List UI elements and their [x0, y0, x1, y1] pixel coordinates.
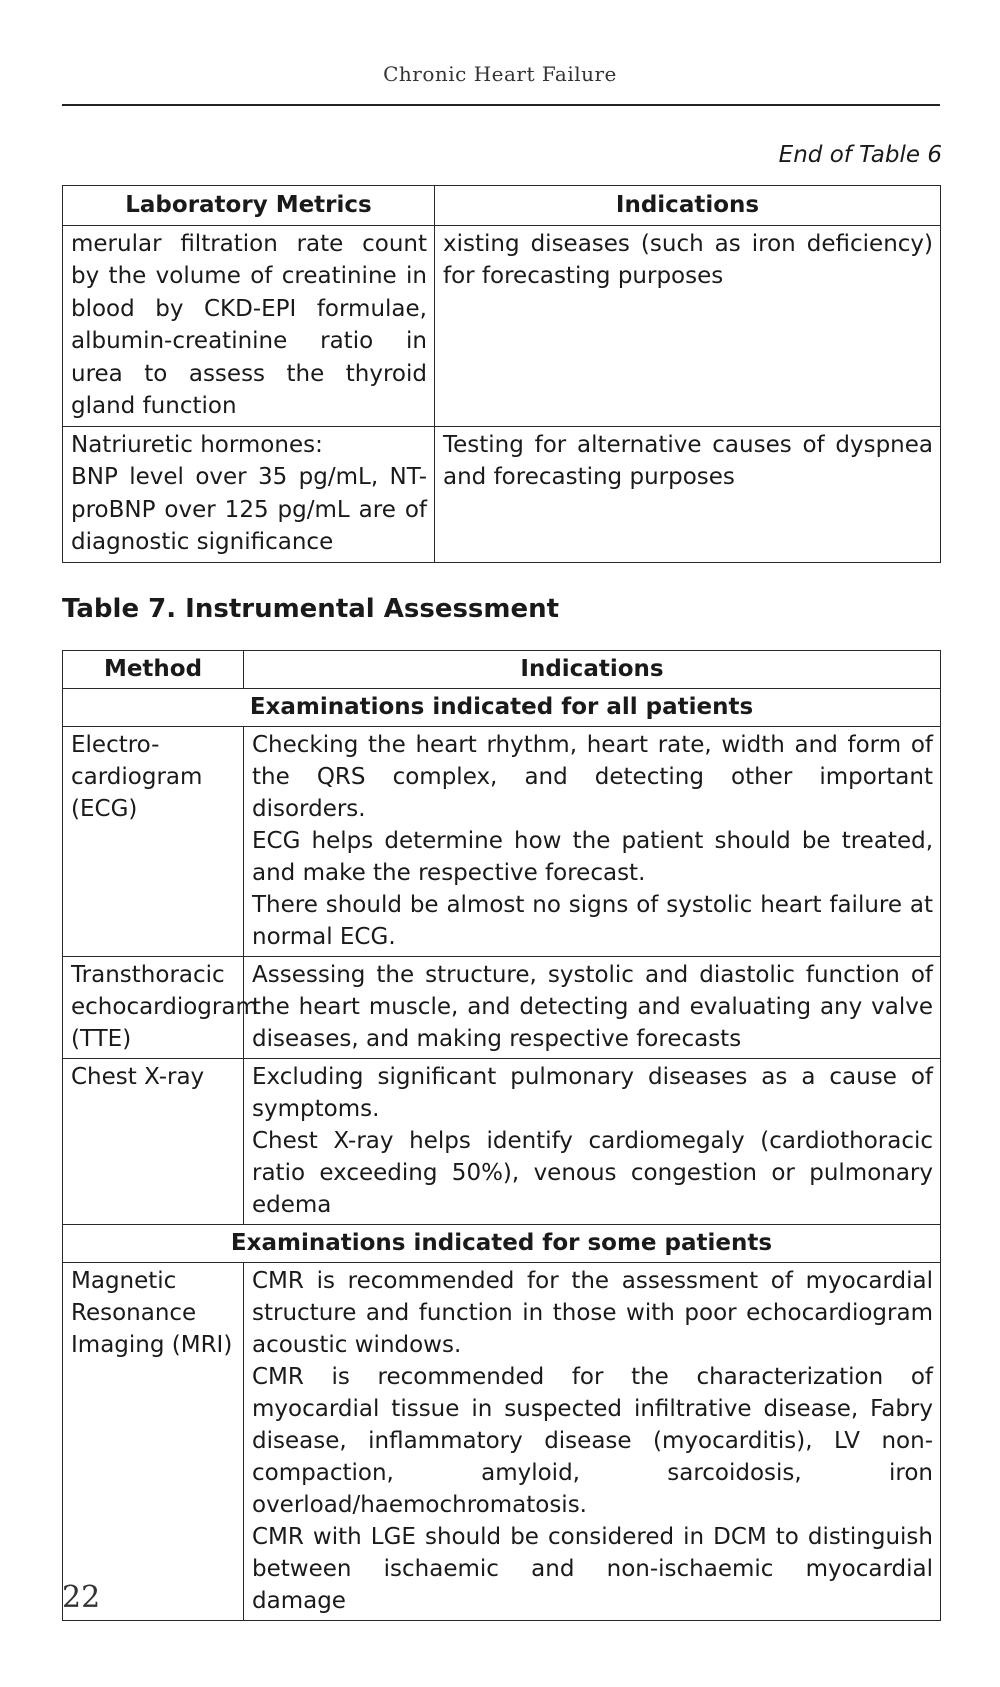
- indication-line: There should be almost no signs of systolic heart failure at normal ECG.: [252, 892, 933, 950]
- indication-line: Checking the heart rhythm, heart rate, width and form of the QRS complex, and detecting other important disorders.: [252, 732, 933, 822]
- indication-line: CMR is recommended for the assessment of myocardial structure and function in those with poor echocardiogram acoustic windows.: [252, 1268, 933, 1358]
- metric-line: BNP level over 35 pg/mL, NT-proBNP over 125 pg/mL are of diagnostic significance: [71, 464, 427, 555]
- indication-cell: [244, 1059, 941, 1225]
- section-row: [63, 1225, 941, 1263]
- method-cell: Magnetic Resonance Imaging (MRI): [63, 1263, 244, 1621]
- section-heading: Examinations indicated for some patients: [63, 1225, 941, 1263]
- indication-line: Assessing the structure, systolic and diastolic function of the heart muscle, and detecting and evaluating any valve diseases, and making respective forecasts: [252, 962, 933, 1052]
- table-header-row: [63, 651, 941, 689]
- table-6-continued: [62, 185, 941, 563]
- running-head: Chronic Heart Failure: [383, 62, 617, 86]
- indication-cell: [244, 727, 941, 957]
- indication-cell: Testing for alternative causes of dyspnea and forecasting purposes: [435, 426, 941, 562]
- continuation-note: End of Table 6: [778, 142, 942, 168]
- page-number: 22: [62, 1580, 101, 1615]
- metric-cell: [63, 426, 435, 562]
- table-7-title: Table 7. Instrumental Assessment: [62, 594, 560, 624]
- indication-line: CMR with LGE should be considered in DCM to distinguish between ischaemic and non-ischaemic myocardial damage: [252, 1524, 933, 1614]
- section-row: [63, 689, 941, 727]
- indication-line: Excluding significant pulmonary diseases as a cause of symptoms.: [252, 1064, 933, 1122]
- table-row: [63, 225, 941, 426]
- table-row: [63, 957, 941, 1059]
- indication-line: Chest X-ray helps identify cardiomegaly (cardiothoracic ratio exceeding 50%), venous congestion or pulmonary edema: [252, 1128, 933, 1218]
- indication-line: CMR is recommended for the characterization of myocardial tissue in suspected infiltrative disease, Fabry disease, inflammatory disease (myocarditis), LV non-compaction, amyloid, sarcoidosis, iron overload/haemochromatosis.: [252, 1364, 933, 1518]
- indication-cell: xisting diseases (such as iron deficiency) for forecasting purposes: [435, 225, 941, 426]
- column-header-laboratory-metrics: Laboratory Metrics: [63, 186, 435, 226]
- section-heading: Examinations indicated for all patients: [63, 689, 941, 727]
- metric-line: Natriuretic hormones:: [71, 431, 323, 458]
- table-7-instrumental-assessment: [62, 650, 941, 1621]
- table-row: [63, 1263, 941, 1621]
- column-header-indications: Indications: [244, 651, 941, 689]
- table-row: [63, 1059, 941, 1225]
- table-row: [63, 426, 941, 562]
- metric-cell: merular filtration rate count by the volume of creatinine in blood by CKD-EPI formulae, albumin-creatinine ratio in urea to assess the thyroid gland function: [63, 225, 435, 426]
- indication-cell: [244, 957, 941, 1059]
- indication-line: ECG helps determine how the patient should be treated, and make the respective forecast.: [252, 828, 933, 886]
- table-header-row: [63, 186, 941, 226]
- indication-cell: [244, 1263, 941, 1621]
- method-cell: Chest X-ray: [63, 1059, 244, 1225]
- table-row: [63, 727, 941, 957]
- method-cell: Transthoracic echocardiogram (TTE): [63, 957, 244, 1059]
- column-header-method: Method: [63, 651, 244, 689]
- column-header-indications: Indications: [435, 186, 941, 226]
- header-rule: [62, 104, 940, 106]
- method-cell: Electro-cardiogram (ECG): [63, 727, 244, 957]
